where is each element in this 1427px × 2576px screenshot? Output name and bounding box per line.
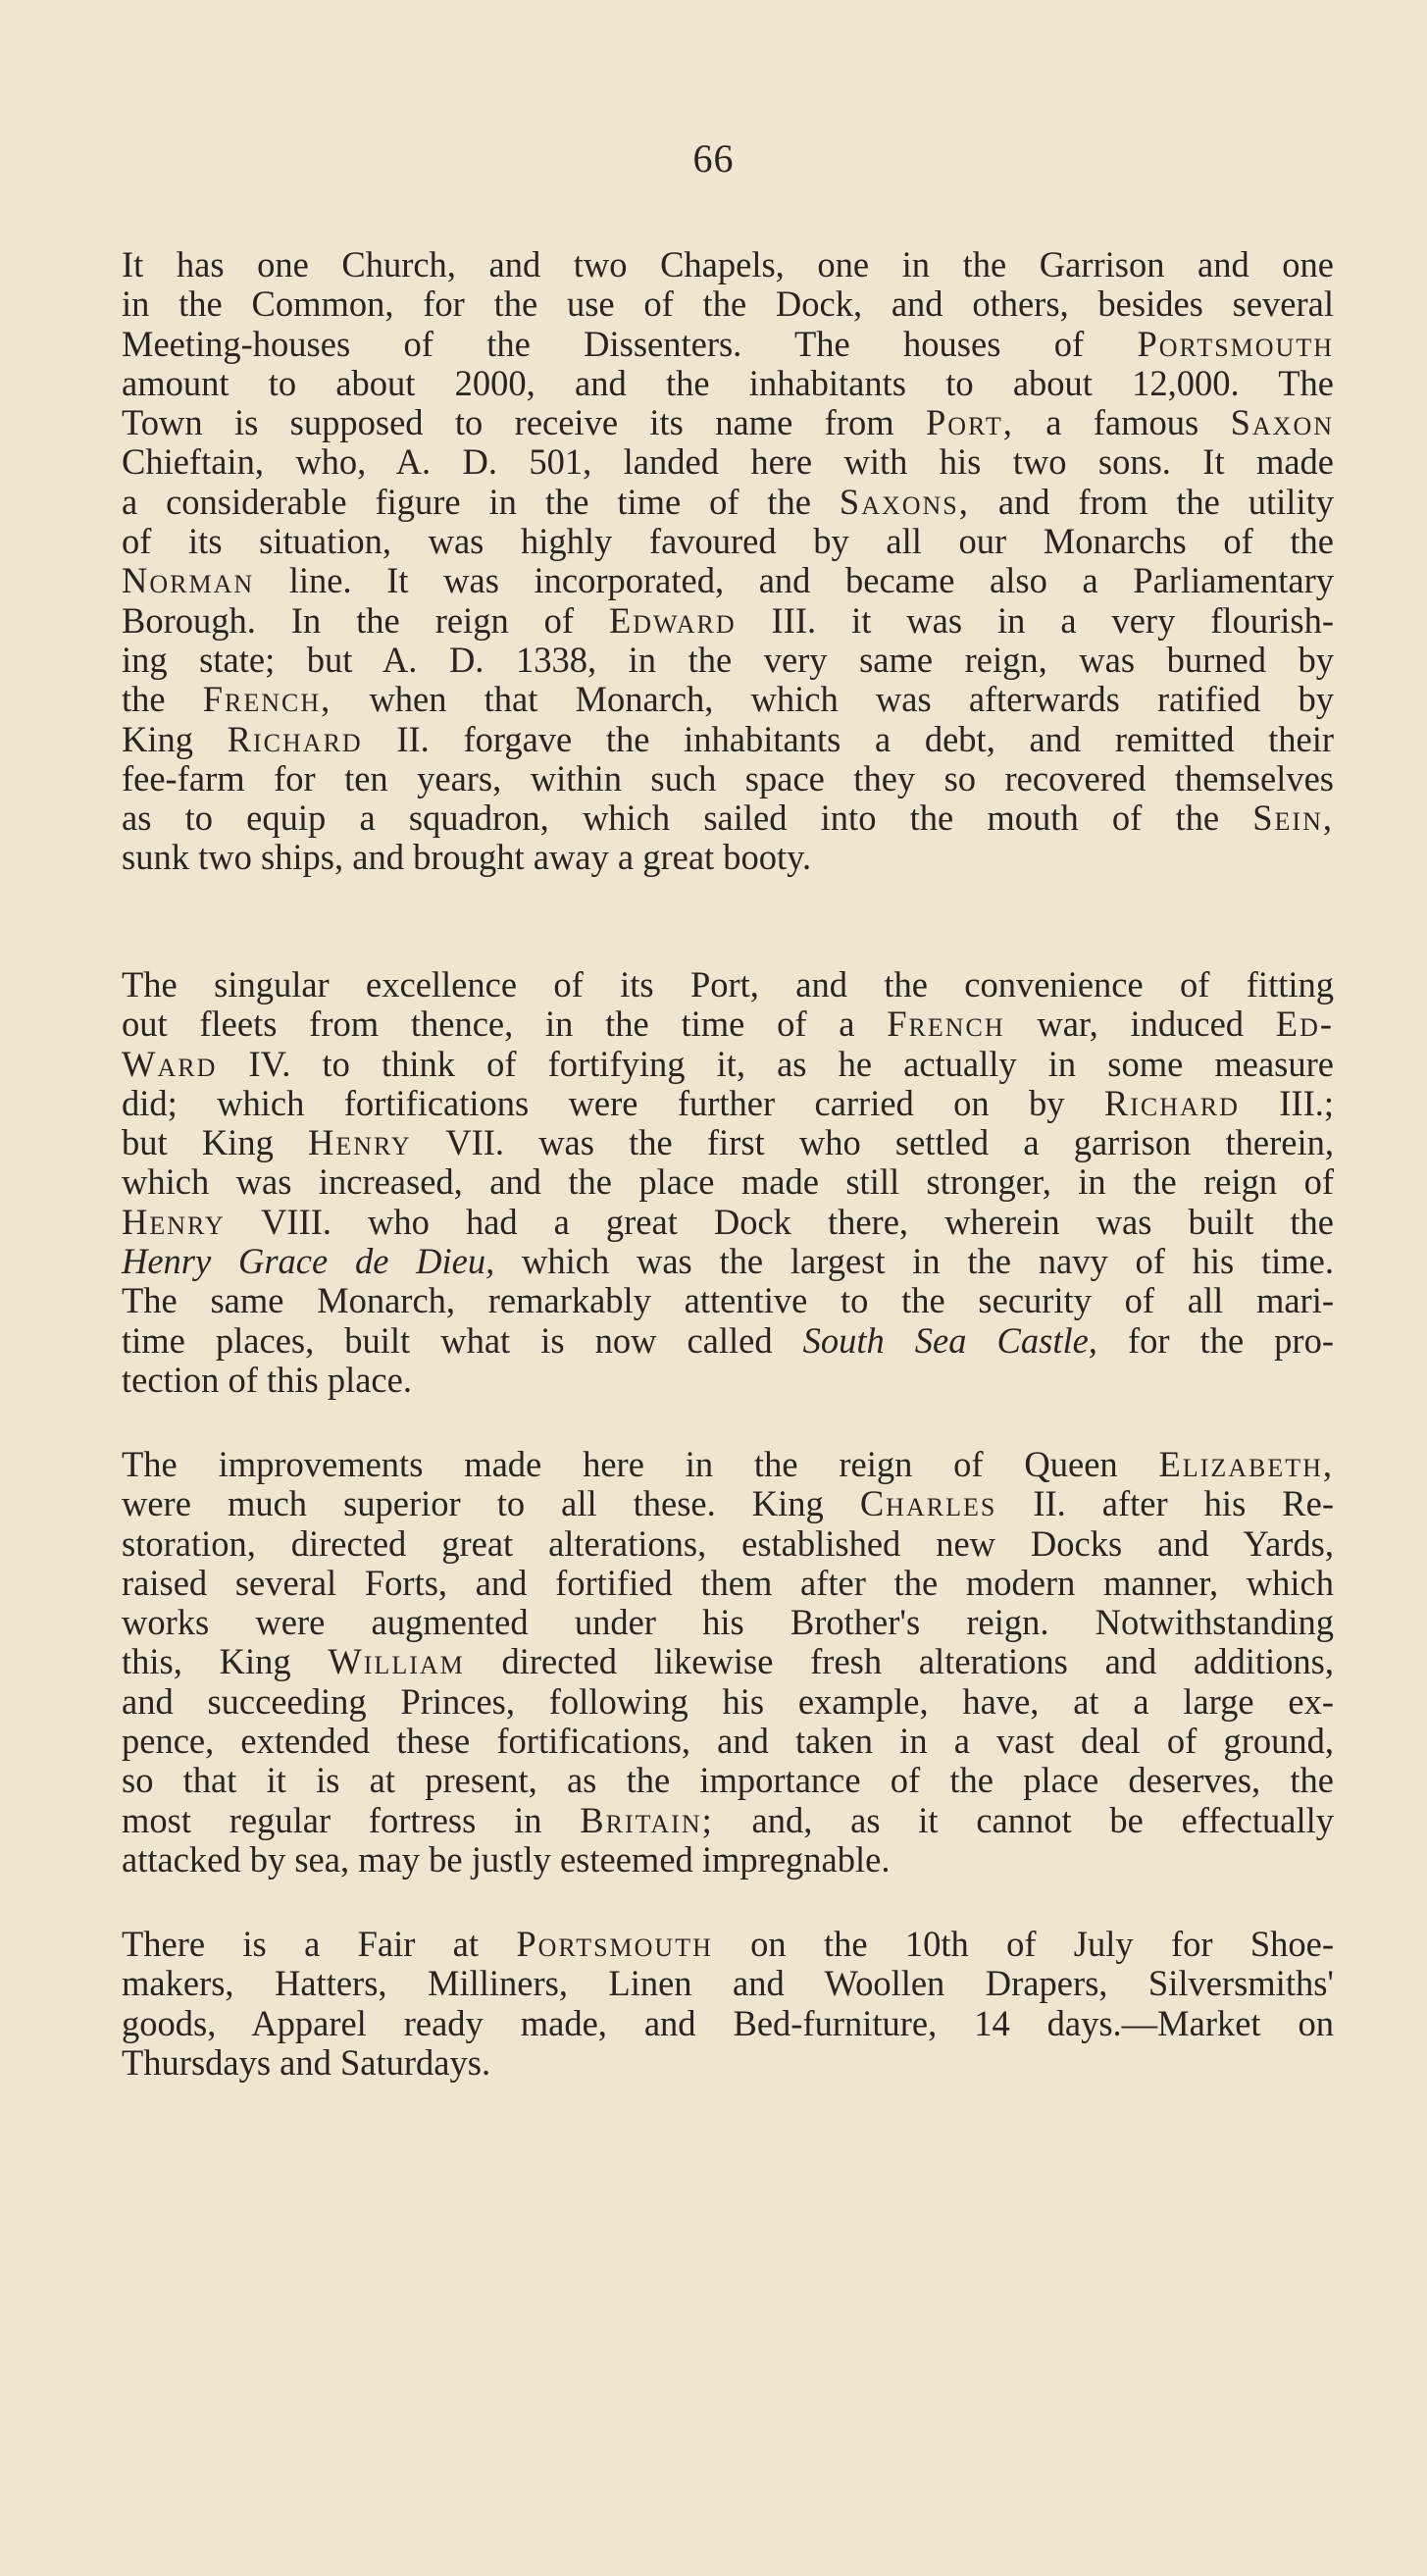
paragraph-text bbox=[122, 245, 1334, 878]
text-line: as to equip a squadron, which sailed into the mouth of the Sein, bbox=[122, 798, 1334, 839]
text-line: were much superior to all these. King Charles II. after his Re- bbox=[122, 1483, 1334, 1524]
text-line: The singular excellence of its Port, and the convenience of fitting bbox=[122, 964, 1334, 1005]
text-line: makers, Hatters, Milliners, Linen and Woollen Drapers, Silversmiths' bbox=[122, 1963, 1334, 2004]
text-line: the French, when that Monarch, which was afterwards ratified by bbox=[122, 679, 1335, 720]
text-line: a considerable figure in the time of the Saxons, and from the utility bbox=[122, 481, 1334, 522]
page-number: 66 bbox=[692, 136, 735, 180]
text-line: but King Henry VII. was the first who settled a garrison therein, bbox=[122, 1122, 1334, 1163]
text-line: amount to about 2000, and the inhabitants to about 12,000. The bbox=[122, 362, 1334, 403]
paragraph-4 bbox=[122, 1925, 1334, 2083]
text-line: most regular fortress in Britain; and, as it cannot be effectually bbox=[122, 1799, 1334, 1840]
text-line: There is a Fair at Portsmouth on the 10th of July for Shoe- bbox=[122, 1924, 1334, 1964]
text-line: Town is supposed to receive its name from Port, a famous Saxon bbox=[122, 402, 1335, 443]
text-line: sunk two ships, and brought away a great booty. bbox=[122, 837, 812, 878]
paragraph-text bbox=[122, 965, 1334, 1400]
text-line: pence, extended these fortifications, and taken in a vast deal of ground, bbox=[122, 1721, 1334, 1762]
text-line: works were augmented under his Brother's reign. Notwithstanding bbox=[122, 1602, 1334, 1643]
text-line: Borough. In the reign of Edward III. it was in a very flourish- bbox=[122, 599, 1334, 641]
text-line: out fleets from thence, in the time of a French war, induced Ed- bbox=[122, 1004, 1335, 1045]
text-line: in the Common, for the use of the Dock, and others, besides several bbox=[122, 283, 1334, 325]
paragraph-text bbox=[122, 1445, 1334, 1880]
text-line: tection of this place. bbox=[122, 1359, 412, 1400]
text-line: Chieftain, who, A. D. 501, landed here with his two sons. It made bbox=[122, 441, 1334, 483]
text-line: which was increased, and the place made still stronger, in the reign of bbox=[122, 1161, 1334, 1203]
text-line: Henry VIII. who had a great Dock there, wherein was built the bbox=[122, 1201, 1334, 1242]
text-line: Henry Grace de Dieu, which was the largest in the navy of his time. bbox=[122, 1241, 1334, 1282]
text-line: did; which fortifications were further carried on by Richard III.; bbox=[122, 1082, 1335, 1123]
text-line: so that it is at present, as the importance of the place deserves, the bbox=[122, 1760, 1334, 1801]
paragraph-3 bbox=[122, 1445, 1334, 1880]
text-line: goods, Apparel ready made, and Bed-furniture, 14 days.—Market on bbox=[122, 2002, 1334, 2043]
text-line: attacked by sea, may be justly esteemed impregnable. bbox=[122, 1838, 891, 1880]
text-line: storation, directed great alterations, established new Docks and Yards, bbox=[122, 1522, 1334, 1564]
text-line: this, King William directed likewise fresh alterations and additions, bbox=[122, 1641, 1334, 1682]
text-line: Norman line. It was incorporated, and became also a Parliamentary bbox=[122, 560, 1334, 601]
paragraph-text bbox=[122, 1925, 1334, 2083]
text-line: fee-farm for ten years, within such space they so recovered themselves bbox=[122, 757, 1334, 799]
paragraph-1 bbox=[122, 245, 1334, 878]
text-line: and succeeding Princes, following his example, have, at a large ex- bbox=[122, 1680, 1334, 1722]
text-line: Ward IV. to think of fortifying it, as he actually in some measure bbox=[122, 1043, 1334, 1084]
text-line: of its situation, was highly favoured by all our Monarchs of the bbox=[122, 521, 1334, 562]
text-line: raised several Forts, and fortified them after the modern manner, which bbox=[122, 1562, 1334, 1603]
text-line: It has one Church, and two Chapels, one in the Garrison and one bbox=[122, 244, 1334, 284]
text-line: ing state; but A. D. 1338, in the very same reign, was burned by bbox=[122, 639, 1334, 680]
text-line: time places, built what is now called South Sea Castle, for the pro- bbox=[122, 1319, 1334, 1361]
text-line: Thursdays and Saturdays. bbox=[122, 2041, 491, 2083]
text-line: King Richard II. forgave the inhabitants a debt, and remitted their bbox=[122, 718, 1335, 759]
text-line: The improvements made here in the reign of Queen Elizabeth, bbox=[122, 1444, 1334, 1484]
text-line: The same Monarch, remarkably attentive to the security of all mari- bbox=[122, 1280, 1334, 1321]
text-line: Meeting-houses of the Dissenters. The houses of Portsmouth bbox=[122, 323, 1334, 364]
paragraph-2 bbox=[122, 965, 1334, 1400]
